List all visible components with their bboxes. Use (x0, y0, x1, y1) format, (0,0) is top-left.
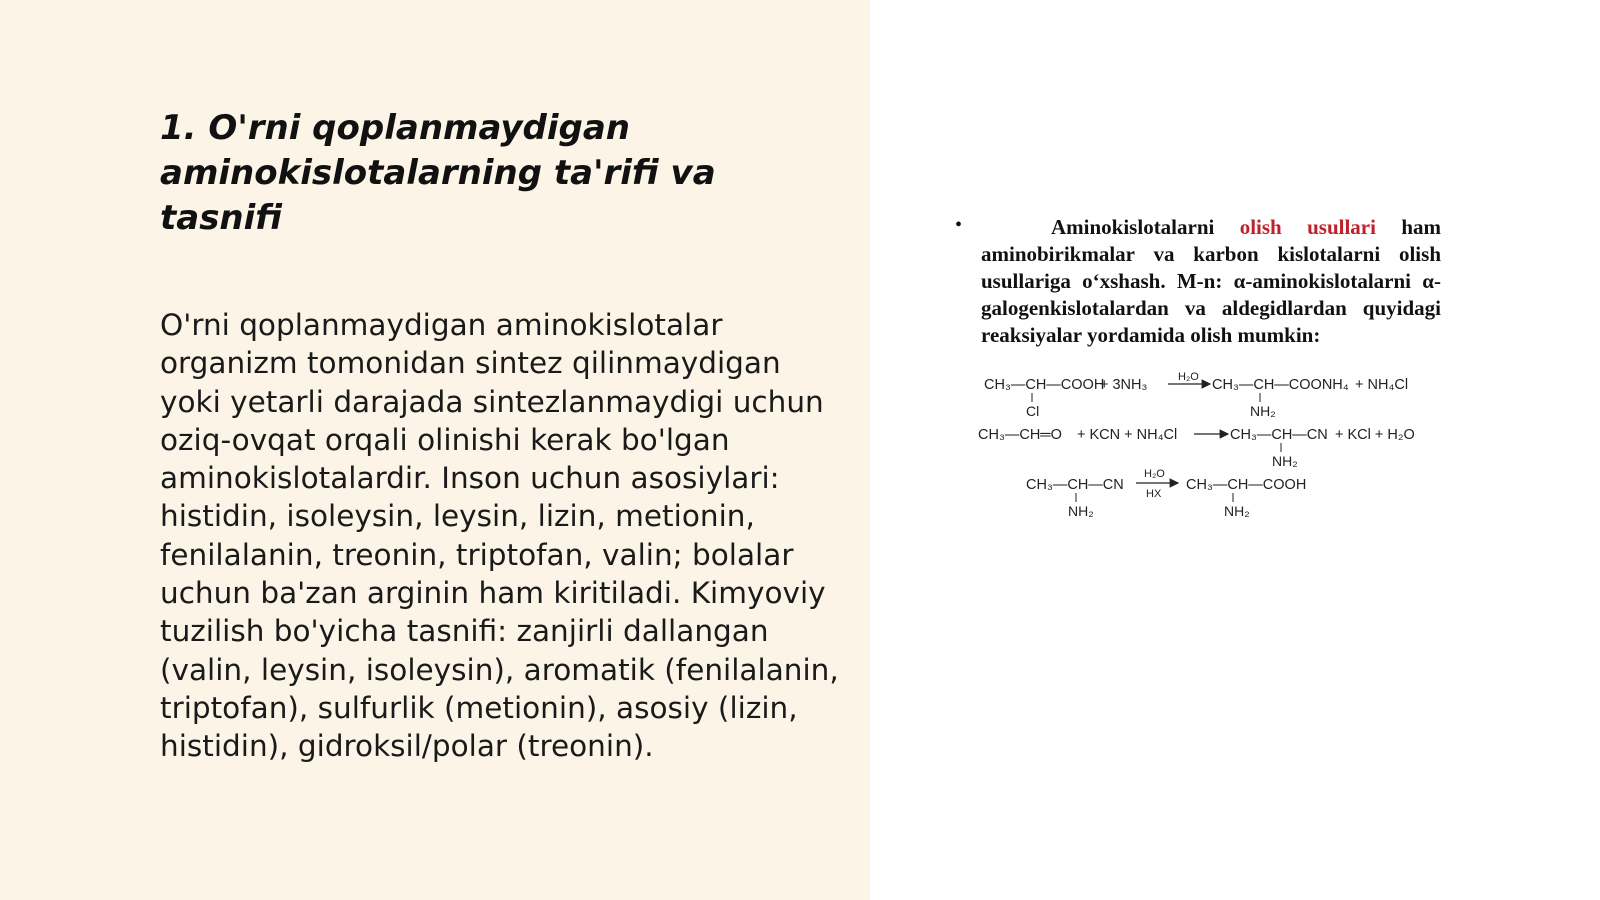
reaction-schemes (960, 370, 1440, 535)
r3-reactant-sub: NH₂ (1068, 503, 1094, 519)
r1-over-arrow: H₂O (1178, 371, 1199, 383)
method-paragraph (981, 214, 1441, 349)
right-text-block (955, 214, 1441, 349)
r2-reactant: CH₃—CH═O (978, 427, 1062, 443)
r1-product-sub: NH₂ (1250, 403, 1276, 419)
r3-product: CH₃—CH—COOH (1186, 477, 1307, 493)
para-rest: ham aminobirikmalar va karbon kislotalarni olish usullariga o‘xshash. M-n: α-aminokislotalarni α-galogenkislotalardan va aldegidlardan quyidagi reaksiyalar yordamida olish mumkin: (981, 215, 1441, 347)
r1-reactant: CH₃—CH—COOH (984, 377, 1105, 393)
r3-under-arrow: HX (1146, 488, 1162, 500)
r1-reactant-sub: Cl (1026, 403, 1040, 419)
r3-over-arrow: H₂O (1144, 468, 1165, 480)
reaction-2 (978, 427, 1415, 469)
bullet-icon: • (955, 214, 963, 236)
para-start: Aminokislotalarni (1051, 215, 1215, 239)
slide-title: 1. O'rni qoplanmaydigan aminokislotalarning ta'rifi va tasnifi (160, 108, 716, 238)
r2-reagent: + KCN + NH₄Cl (1077, 427, 1178, 443)
reaction-3 (1026, 468, 1306, 519)
r1-reagent: + 3NH₃ (1100, 377, 1148, 393)
reaction-diagram (960, 370, 1440, 535)
reaction-1 (984, 371, 1408, 419)
r1-byproduct: + NH₄Cl (1355, 377, 1409, 393)
r2-product-sub: NH₂ (1272, 453, 1298, 469)
r1-product: CH₃—CH—COONH₄ (1212, 377, 1349, 393)
r2-product: CH₃—CH—CN (1230, 427, 1328, 443)
slide-body-text: O'rni qoplanmaydigan aminokislotalar organizm tomonidan sintez qilinmaydigan yoki yetarli darajada sintezlanmaydigi uchun oziq-ovqat orqali olinishi kerak bo'lgan aminokislotalardir. Inson uchun asosiylari: histidin, isoleysin, leysin, lizin, metionin, fenilalanin, treonin, triptofan, valin; bolalar uchun ba'zan arginin ham kiritiladi. Kimyoviy tuzilish bo'yicha tasnifi: zanjirli dallangan (valin, leysin, isoleysin), aromatik (fenilalanin, triptofan), sulfurlik (metionin), asosiy (lizin, histidin), gidroksil/polar (treonin). (160, 308, 839, 764)
r3-reactant: CH₃—CH—CN (1026, 477, 1124, 493)
highlighted-term: olish usullari (1239, 215, 1376, 239)
r2-byproduct: + KCl + H₂O (1335, 427, 1415, 443)
r3-product-sub: NH₂ (1224, 503, 1250, 519)
